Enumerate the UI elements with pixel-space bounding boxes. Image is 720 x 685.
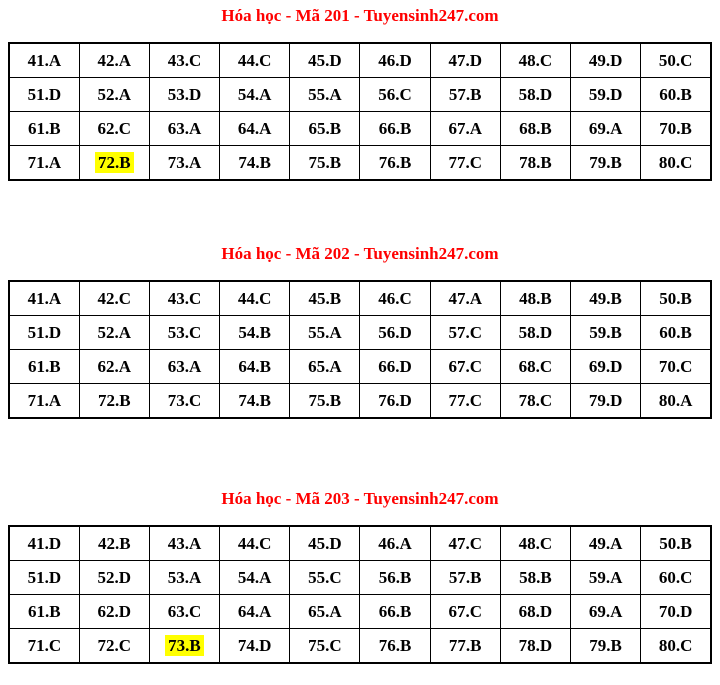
answer-cell — [360, 629, 430, 664]
answer-cell — [430, 316, 500, 350]
answer-cell — [149, 629, 219, 664]
answer-text: 55.A — [308, 322, 342, 342]
answer-cell — [9, 595, 79, 629]
answer-text: 54.A — [237, 567, 272, 587]
answer-text: 47.C — [448, 533, 482, 553]
answer-cell — [360, 78, 430, 112]
answer-cell — [9, 526, 79, 561]
answer-text: 44.C — [237, 288, 272, 308]
answer-text: 73.A — [167, 152, 202, 172]
answer-cell — [641, 146, 711, 181]
answer-cell — [571, 78, 641, 112]
answer-text: 80.A — [658, 390, 693, 410]
answer-cell — [360, 561, 430, 595]
answer-text: 72.C — [97, 635, 132, 655]
answer-text: 76.B — [378, 152, 412, 172]
answer-table-ma-202 — [8, 280, 712, 419]
answer-cell — [500, 281, 570, 316]
answer-cell — [290, 384, 360, 419]
answer-cell — [500, 526, 570, 561]
answer-cell — [571, 112, 641, 146]
answer-text: 43.C — [167, 288, 202, 308]
answer-text: 79.D — [588, 390, 623, 410]
answer-cell — [430, 112, 500, 146]
answer-row — [9, 526, 711, 561]
answer-text: 66.D — [378, 356, 412, 376]
answer-text: 69.A — [588, 601, 623, 621]
answer-text: 56.C — [378, 84, 412, 104]
answer-cell — [500, 146, 570, 181]
answer-cell — [571, 561, 641, 595]
answer-text: 55.A — [308, 84, 342, 104]
answer-cell — [220, 595, 290, 629]
answer-cell — [571, 281, 641, 316]
answer-cell — [79, 350, 149, 384]
answer-cell — [571, 350, 641, 384]
answer-cell — [500, 43, 570, 78]
answer-cell — [641, 629, 711, 664]
answer-cell — [360, 350, 430, 384]
answer-text: 41.D — [27, 533, 62, 553]
answer-text: 75.B — [308, 390, 342, 410]
answer-text: 70.C — [658, 356, 693, 376]
answer-cell — [360, 526, 430, 561]
answer-cell — [290, 316, 360, 350]
answer-text: 69.D — [588, 356, 623, 376]
answer-cell — [220, 146, 290, 181]
answer-cell — [290, 350, 360, 384]
answer-row — [9, 384, 711, 419]
answer-cell — [290, 629, 360, 664]
answer-text: 77.B — [448, 635, 482, 655]
answer-cell — [641, 350, 711, 384]
answer-text: 68.C — [518, 356, 553, 376]
answer-cell — [9, 78, 79, 112]
answer-text: 79.B — [589, 152, 622, 172]
answer-text: 48.B — [519, 288, 552, 308]
answer-row — [9, 350, 711, 384]
answer-text: 68.B — [519, 118, 552, 138]
answer-text: 60.C — [658, 567, 693, 587]
answer-text: 54.B — [238, 322, 271, 342]
answer-text: 78.D — [518, 635, 553, 655]
answer-cell — [360, 595, 430, 629]
answer-cell — [430, 526, 500, 561]
answer-cell — [290, 595, 360, 629]
section-title-ma-203: Hóa học - Mã 203 - Tuyensinh247.com — [221, 489, 499, 508]
answer-text: 50.B — [659, 288, 692, 308]
answer-table-ma-203 — [8, 525, 712, 664]
answer-cell — [641, 595, 711, 629]
answer-cell — [220, 43, 290, 78]
answer-text: 51.D — [27, 322, 62, 342]
answer-row — [9, 281, 711, 316]
answer-text: 41.A — [27, 288, 62, 308]
answer-cell — [79, 281, 149, 316]
answer-cell — [360, 384, 430, 419]
answer-cell — [220, 561, 290, 595]
answer-cell — [79, 561, 149, 595]
answer-row — [9, 112, 711, 146]
answer-text: 53.A — [167, 567, 202, 587]
answer-row — [9, 316, 711, 350]
answer-text: 49.A — [588, 533, 623, 553]
answer-cell — [641, 316, 711, 350]
answer-cell — [9, 316, 79, 350]
answer-text: 56.B — [378, 567, 412, 587]
answer-cell — [79, 595, 149, 629]
section-title-ma-202: Hóa học - Mã 202 - Tuyensinh247.com — [221, 244, 499, 263]
answer-text: 45.D — [308, 50, 342, 70]
answer-text: 64.A — [237, 601, 272, 621]
answer-cell — [220, 629, 290, 664]
answer-text: 57.B — [448, 567, 482, 587]
answer-cell — [641, 561, 711, 595]
answer-text: 74.B — [238, 390, 271, 410]
section-title-ma-201: Hóa học - Mã 201 - Tuyensinh247.com — [221, 6, 499, 25]
answer-text: 43.C — [167, 50, 202, 70]
answer-text: 77.C — [448, 390, 482, 410]
answer-cell — [500, 78, 570, 112]
answer-text: 42.B — [97, 533, 131, 553]
answer-cell — [79, 78, 149, 112]
answer-cell — [220, 112, 290, 146]
answer-text: 63.A — [167, 118, 202, 138]
answer-text: 59.D — [588, 84, 623, 104]
answer-text: 69.A — [588, 118, 623, 138]
answer-text: 61.B — [28, 118, 61, 138]
answer-cell — [290, 146, 360, 181]
answer-text: 67.C — [448, 356, 482, 376]
answer-cell — [9, 384, 79, 419]
answer-text: 47.A — [448, 288, 482, 308]
answer-cell — [149, 112, 219, 146]
answer-cell — [9, 146, 79, 181]
answer-text: 57.B — [448, 84, 482, 104]
answer-text: 46.C — [378, 288, 412, 308]
answer-text: 71.C — [27, 635, 62, 655]
answer-text: 62.A — [97, 356, 132, 376]
answer-text: 42.C — [97, 288, 132, 308]
answer-section-ma-202 — [0, 181, 720, 419]
answer-cell — [430, 350, 500, 384]
answer-cell — [641, 526, 711, 561]
answer-cell — [9, 43, 79, 78]
answer-text: 43.A — [167, 533, 202, 553]
answer-text: 44.C — [237, 533, 272, 553]
answer-text: 73.C — [167, 390, 202, 410]
answer-text: 59.B — [589, 322, 622, 342]
answer-text: 48.C — [518, 50, 553, 70]
answer-table-ma-201 — [8, 42, 712, 181]
answer-cell — [220, 526, 290, 561]
answer-cell — [360, 43, 430, 78]
answer-cell — [571, 384, 641, 419]
answer-cell — [290, 561, 360, 595]
answer-cell — [290, 112, 360, 146]
answer-cell — [290, 43, 360, 78]
answer-cell — [430, 281, 500, 316]
answer-cell — [9, 112, 79, 146]
answer-text: 50.C — [658, 50, 693, 70]
answer-cell — [430, 78, 500, 112]
answer-text: 75.B — [308, 152, 342, 172]
answer-cell — [149, 43, 219, 78]
answer-text: 48.C — [518, 533, 553, 553]
answer-text: 46.A — [378, 533, 412, 553]
answer-text: 70.D — [658, 601, 693, 621]
answer-text: 74.D — [237, 635, 272, 655]
answer-cell — [290, 281, 360, 316]
answer-cell — [430, 384, 500, 419]
answer-text: 46.D — [378, 50, 412, 70]
answer-cell — [500, 384, 570, 419]
answer-section-ma-201 — [0, 0, 720, 181]
answer-text: 76.D — [378, 390, 412, 410]
answer-text: 76.B — [378, 635, 412, 655]
answer-cell — [500, 595, 570, 629]
answer-cell — [571, 526, 641, 561]
answer-text: 65.A — [308, 356, 342, 376]
answer-cell — [149, 526, 219, 561]
answer-cell — [641, 281, 711, 316]
answer-cell — [149, 561, 219, 595]
answer-text: 49.B — [589, 288, 622, 308]
answer-text: 56.D — [378, 322, 412, 342]
answer-text: 54.A — [237, 84, 272, 104]
answer-text: 44.C — [237, 50, 272, 70]
answer-cell — [500, 629, 570, 664]
answer-text: 41.A — [27, 50, 62, 70]
answer-cell — [220, 316, 290, 350]
answer-cell — [571, 146, 641, 181]
answer-cell — [641, 384, 711, 419]
answer-text: 53.C — [167, 322, 202, 342]
answer-text: 74.B — [238, 152, 271, 172]
answer-cell — [9, 281, 79, 316]
answer-cell — [500, 316, 570, 350]
answer-cell — [149, 78, 219, 112]
answer-row — [9, 595, 711, 629]
answer-cell — [79, 629, 149, 664]
answer-text: 61.B — [28, 356, 61, 376]
answer-text: 51.D — [27, 84, 62, 104]
answer-row — [9, 78, 711, 112]
answer-cell — [149, 146, 219, 181]
answer-cell — [149, 316, 219, 350]
answer-cell — [360, 281, 430, 316]
answer-text: 65.B — [308, 118, 342, 138]
answer-row — [9, 561, 711, 595]
answer-text: 71.A — [27, 152, 62, 172]
answer-cell — [79, 526, 149, 561]
answer-cell — [149, 281, 219, 316]
answer-cell — [641, 78, 711, 112]
answer-text: 79.B — [589, 635, 622, 655]
answer-text: 78.B — [519, 152, 552, 172]
answer-text: 63.C — [167, 601, 202, 621]
answer-cell — [360, 146, 430, 181]
answer-text: 52.A — [97, 84, 132, 104]
answer-text: 67.C — [448, 601, 482, 621]
answer-cell — [79, 316, 149, 350]
answer-text: 60.B — [659, 322, 692, 342]
answer-text: 72.B — [97, 390, 131, 410]
highlighted-answer-text: 73.B — [165, 635, 204, 656]
answer-text: 58.D — [518, 322, 553, 342]
answer-row — [9, 146, 711, 181]
answer-cell — [220, 78, 290, 112]
answer-cell — [149, 384, 219, 419]
answer-cell — [430, 629, 500, 664]
answer-text: 47.D — [448, 50, 482, 70]
answer-row — [9, 43, 711, 78]
answer-text: 60.B — [659, 84, 692, 104]
answer-text: 59.A — [588, 567, 623, 587]
answer-row — [9, 629, 711, 664]
answer-text: 57.C — [448, 322, 482, 342]
answer-cell — [641, 43, 711, 78]
answer-text: 51.D — [27, 567, 62, 587]
answer-text: 75.C — [308, 635, 342, 655]
answer-cell — [500, 112, 570, 146]
answer-text: 45.B — [308, 288, 342, 308]
answer-text: 58.B — [519, 567, 552, 587]
answer-cell — [360, 316, 430, 350]
answer-text: 58.D — [518, 84, 553, 104]
answer-cell — [430, 561, 500, 595]
answer-text: 42.A — [97, 50, 132, 70]
answer-text: 71.A — [27, 390, 62, 410]
answer-cell — [360, 112, 430, 146]
answer-text: 63.A — [167, 356, 202, 376]
answer-section-ma-203 — [0, 419, 720, 664]
answer-text: 66.B — [378, 118, 412, 138]
answer-cell — [571, 595, 641, 629]
answer-cell — [430, 595, 500, 629]
answer-cell — [430, 43, 500, 78]
answer-text: 61.B — [28, 601, 61, 621]
answer-text: 53.D — [167, 84, 202, 104]
answer-text: 55.C — [308, 567, 342, 587]
answer-text: 66.B — [378, 601, 412, 621]
answer-cell — [571, 316, 641, 350]
answer-cell — [290, 78, 360, 112]
answer-cell — [9, 350, 79, 384]
answer-text: 80.C — [658, 635, 693, 655]
answer-cell — [430, 146, 500, 181]
answer-text: 52.A — [97, 322, 132, 342]
answer-cell — [290, 526, 360, 561]
answer-cell — [500, 350, 570, 384]
answer-text: 67.A — [448, 118, 482, 138]
answer-text: 62.D — [97, 601, 132, 621]
answer-cell — [79, 43, 149, 78]
answer-cell — [79, 112, 149, 146]
answer-text: 77.C — [448, 152, 482, 172]
highlighted-answer-text: 72.B — [95, 152, 134, 173]
answer-cell — [9, 629, 79, 664]
answer-text: 80.C — [658, 152, 693, 172]
answer-cell — [220, 350, 290, 384]
answer-cell — [79, 384, 149, 419]
answer-cell — [500, 561, 570, 595]
answer-text: 45.D — [308, 533, 342, 553]
answer-text: 62.C — [97, 118, 132, 138]
answer-text: 68.D — [518, 601, 553, 621]
answer-cell — [220, 281, 290, 316]
answer-cell — [9, 561, 79, 595]
answer-text: 70.B — [659, 118, 692, 138]
answer-cell — [79, 146, 149, 181]
answer-cell — [220, 384, 290, 419]
answer-cell — [571, 43, 641, 78]
answer-text: 65.A — [308, 601, 342, 621]
answer-text: 78.C — [518, 390, 553, 410]
answer-text: 50.B — [659, 533, 692, 553]
answer-cell — [641, 112, 711, 146]
answer-text: 64.B — [238, 356, 271, 376]
answer-cell — [149, 595, 219, 629]
answer-cell — [149, 350, 219, 384]
answer-cell — [571, 629, 641, 664]
answer-text: 64.A — [237, 118, 272, 138]
answer-text: 52.D — [97, 567, 132, 587]
answer-text: 49.D — [588, 50, 623, 70]
